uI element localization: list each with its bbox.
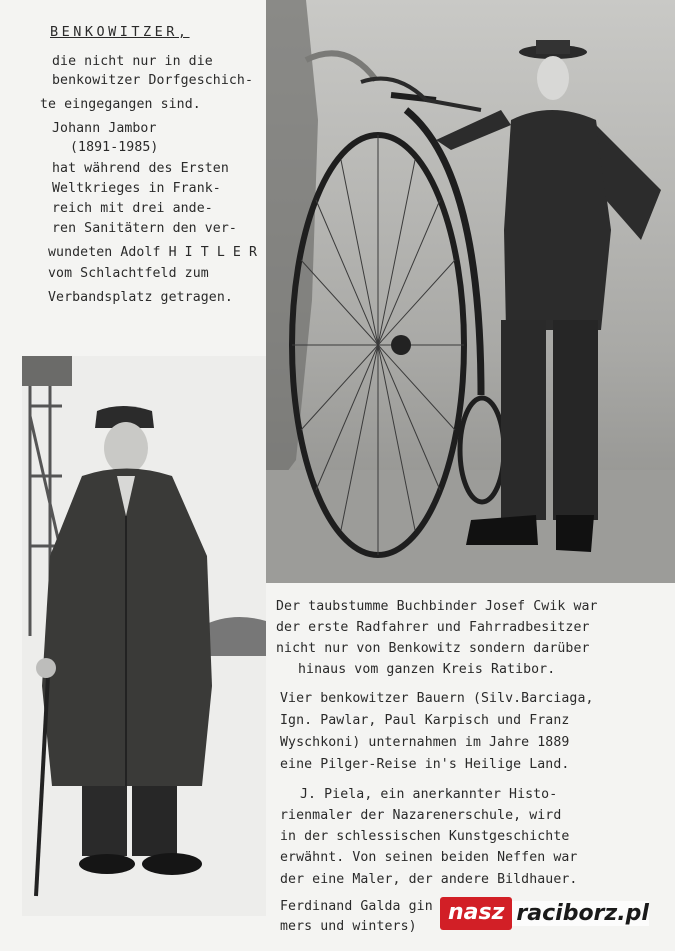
- paragraph-line: in der schlessischen Kunstgeschichte: [280, 829, 570, 844]
- paragraph-line: J. Piela, ein anerkannter Histo-: [300, 787, 558, 802]
- paragraph-line: nicht nur von Benkowitz sondern darüber: [276, 641, 590, 656]
- watermark-part-nasz: nasz: [440, 897, 512, 930]
- paragraph-line: der erste Radfahrer und Fahrradbesitzer: [276, 620, 590, 635]
- intro-line: benkowitzer Dorfgeschich-: [52, 73, 253, 88]
- elderly-man-portrait-photo: [22, 356, 266, 916]
- paragraph-line: Wyschkoni) unternahmen im Jahre 1889: [280, 735, 570, 750]
- intro-line: (1891-1985): [70, 140, 159, 155]
- intro-line: wundeten Adolf H I T L E R: [48, 245, 258, 260]
- paragraph-line: Der taubstumme Buchbinder Josef Cwik war: [276, 599, 598, 614]
- intro-line: Verbandsplatz getragen.: [48, 290, 233, 305]
- paragraph-line: hinaus vom ganzen Kreis Ratibor.: [298, 662, 556, 677]
- intro-line: hat während des Ersten: [52, 161, 229, 176]
- penny-farthing-photo: [266, 0, 675, 583]
- paragraph-line: eine Pilger-Reise in's Heilige Land.: [280, 757, 570, 772]
- intro-line: te eingegangen sind.: [40, 97, 201, 112]
- watermark-logo: [440, 891, 649, 935]
- intro-line: vom Schlachtfeld zum: [48, 266, 209, 281]
- intro-line: die nicht nur in die: [52, 54, 213, 69]
- paragraph-line: der eine Maler, der andere Bildhauer.: [280, 872, 578, 887]
- paragraph-line: rienmaler der Nazarenerschule, wird: [280, 808, 562, 823]
- paragraph-line: mers und winters): [280, 919, 417, 934]
- intro-line: reich mit drei ande-: [52, 201, 213, 216]
- paragraph-line: Vier benkowitzer Bauern (Silv.Barciaga,: [280, 691, 594, 706]
- paragraph-line: erwähnt. Von seinen beiden Neffen war: [280, 850, 578, 865]
- intro-line: Johann Jambor: [52, 121, 157, 136]
- paragraph-line: Ign. Pawlar, Paul Karpisch und Franz: [280, 713, 570, 728]
- watermark-part-domain: raciborz.pl: [512, 901, 648, 926]
- document-title: BENKOWITZER,: [50, 24, 190, 40]
- intro-line: Weltkrieges in Frank-: [52, 181, 221, 196]
- intro-line: ren Sanitätern den ver-: [52, 221, 237, 236]
- paragraph-line: Ferdinand Galda gin: [280, 899, 433, 914]
